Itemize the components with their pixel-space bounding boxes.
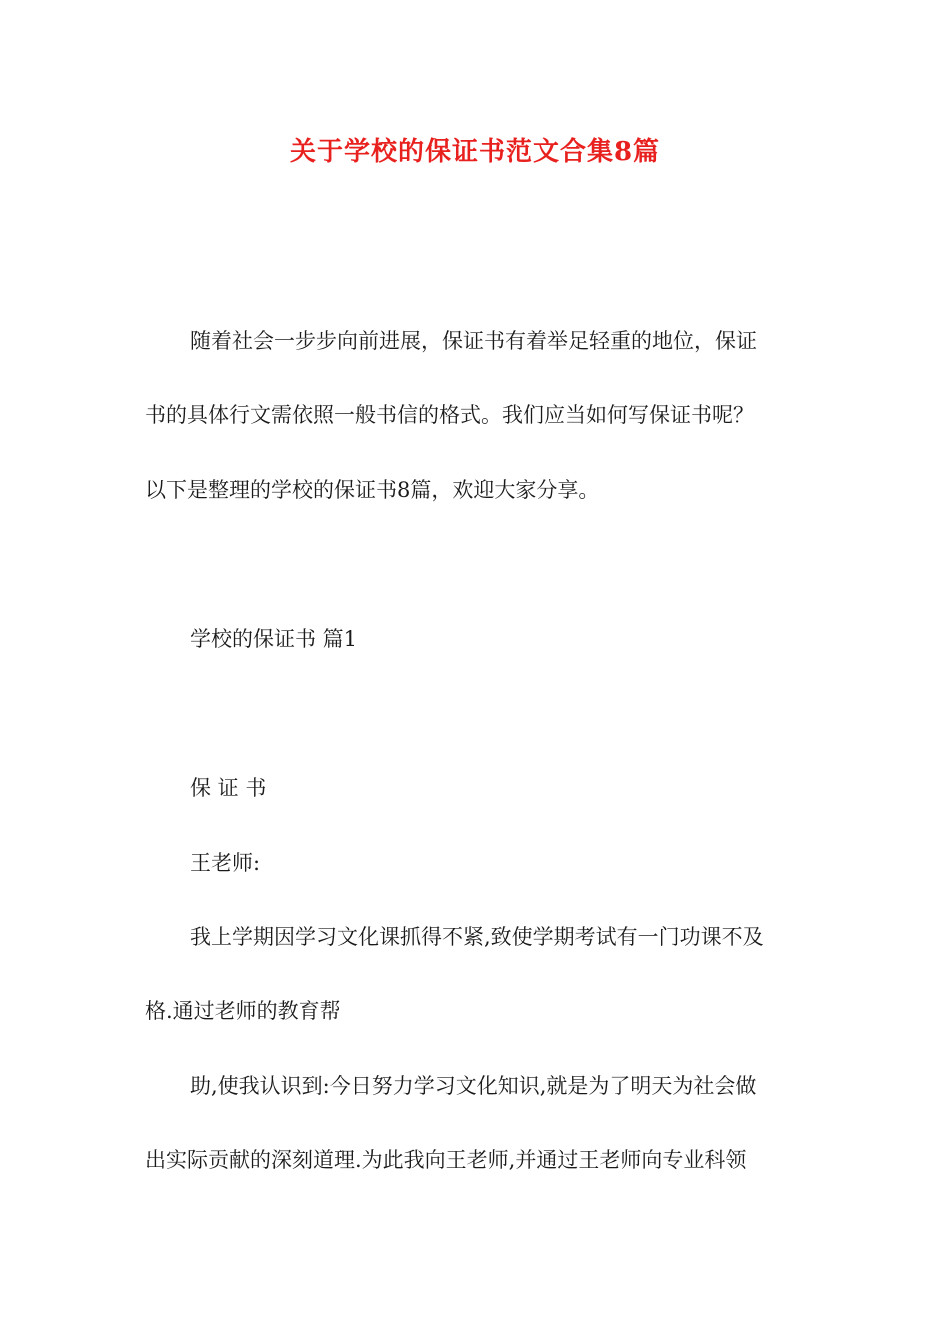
body-line-4: 出实际贡献的深刻道理.为此我向王老师,并通过王老师向专业科领 [145,1148,747,1172]
salutation: 王老师: [190,851,261,875]
section-heading: 学校的保证书 篇1 [190,627,358,651]
intro-line-1: 随着社会一步步向前进展，保证书有着举足轻重的地位，保证 [190,329,757,353]
intro-line-2: 书的具体行文需依照一般书信的格式。我们应当如何写保证书呢？ [145,403,754,427]
body-line-1: 我上学期因学习文化课抓得不紧,致使学期考试有一门功课不及 [190,925,764,949]
intro-line-3: 以下是整理的学校的保证书8篇，欢迎大家分享。 [145,478,600,502]
body-line-3: 助,使我认识到:今日努力学习文化知识,就是为了明天为社会做 [190,1074,757,1098]
document-title: 关于学校的保证书范文合集8篇 [289,137,661,167]
letter-title: 保 证 书 [190,776,267,800]
body-line-2: 格.通过老师的教育帮 [145,999,341,1023]
